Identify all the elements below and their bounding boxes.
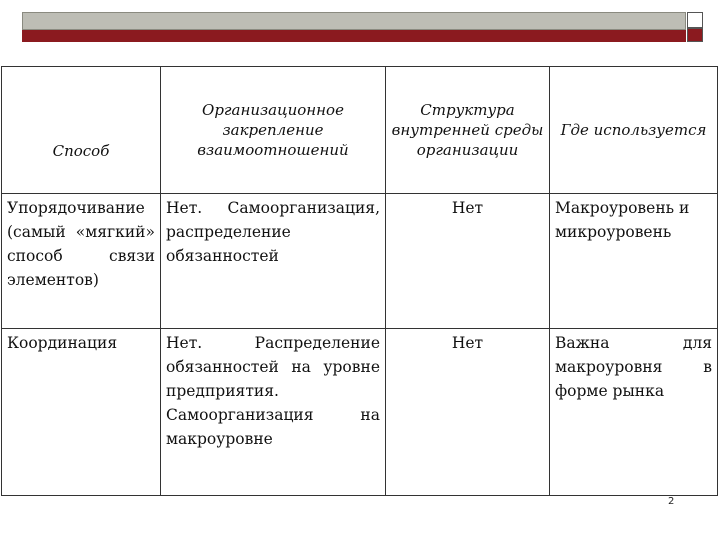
header-usage: Где используется (550, 67, 718, 194)
header-method: Способ (2, 67, 161, 194)
table-header-row (2, 67, 718, 194)
cell-consolidation: Нет. Самоорганизация, распределение обязанностей (161, 194, 386, 329)
table-row (2, 194, 718, 329)
header-square-filled (687, 28, 703, 42)
header-consolidation: Организационное закрепление взаимоотношений (161, 67, 386, 194)
cell-usage: Макроуровень и микроуровень (550, 194, 718, 329)
header-red-bar (22, 30, 686, 42)
cell-usage: Важна для макроуровня в форме рынка (550, 328, 718, 495)
cell-structure: Нет (386, 194, 550, 329)
cell-consolidation: Нет. Распределение обязанностей на уровне предприятия. Самоорганизация на макроуровне (161, 328, 386, 495)
page-number: 2 (668, 496, 675, 507)
header-gray-bar (22, 12, 686, 30)
cell-method: Упорядочивание (самый «мягкий» способ связи элементов) (2, 194, 161, 329)
comparison-table (1, 66, 718, 496)
cell-method: Координация (2, 328, 161, 495)
cell-structure: Нет (386, 328, 550, 495)
table-row (2, 328, 718, 495)
header-square-outline (687, 12, 703, 28)
header-structure: Структура внутренней среды организации (386, 67, 550, 194)
